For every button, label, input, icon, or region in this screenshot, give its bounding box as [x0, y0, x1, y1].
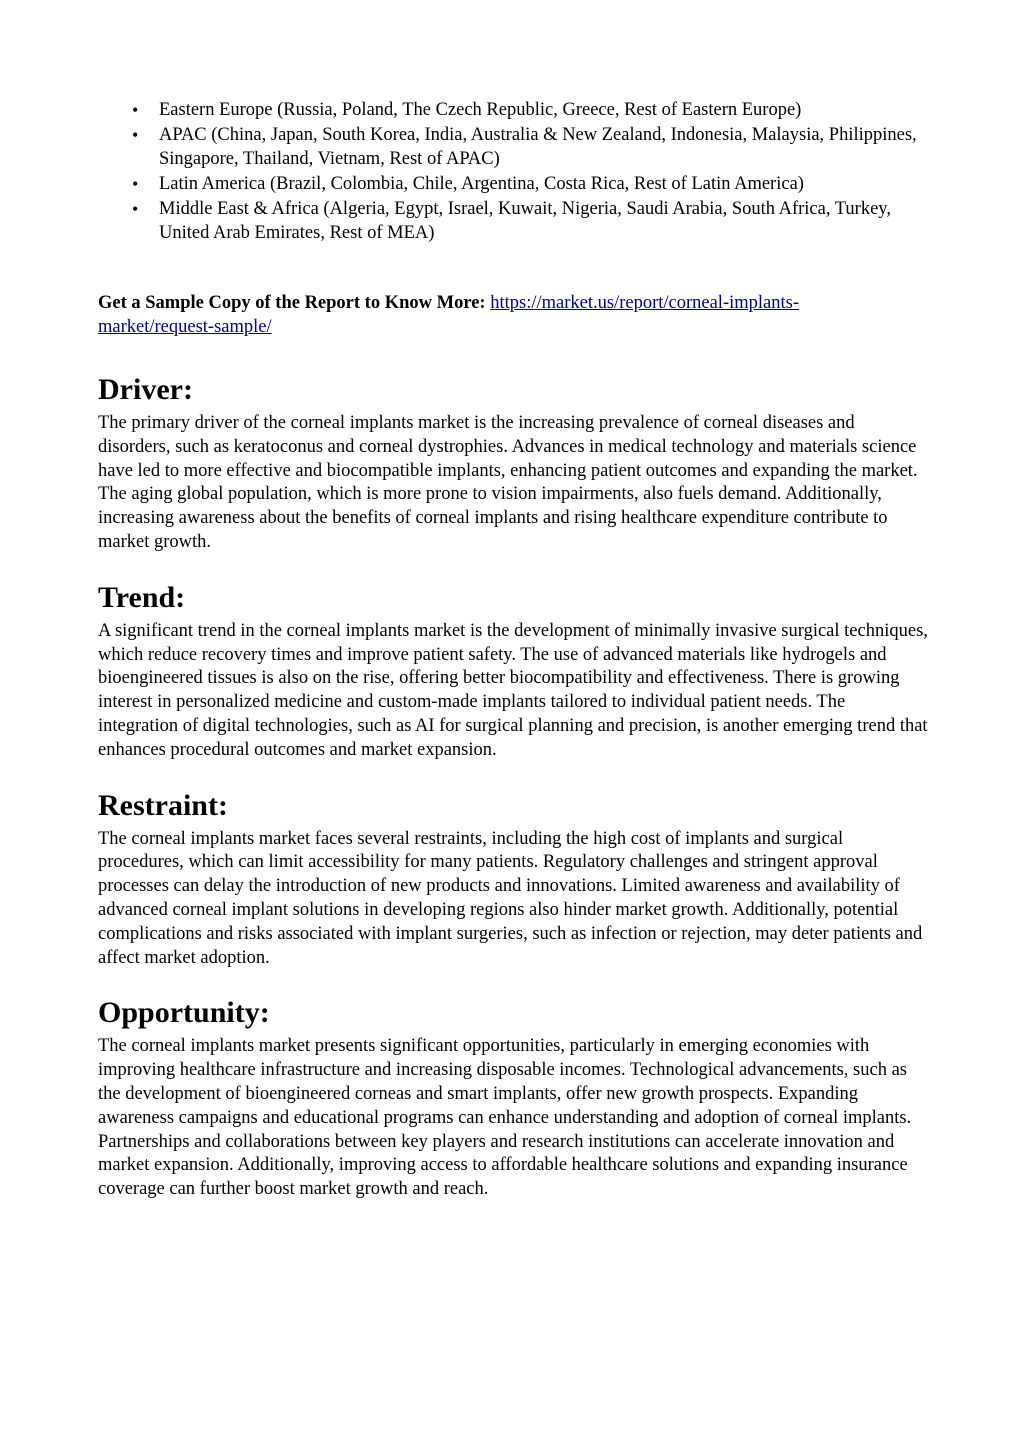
opportunity-body: The corneal implants market presents significant opportunities, particularly in emerging economies with improving healthcare infrastructure and increasing disposable incomes. Technological advancements, such as the development of bioengineered corneas and smart implants, offer new growth prospects. Expanding awareness campaigns and educational programs can enhance understanding and adoption of corneal implants. Partnerships and collaborations between key players and research institutions can accelerate innovation and market expansion. Additionally, improving access to affordable healthcare solutions and expanding insurance coverage can further boost market growth and reach. [98, 1036, 912, 1200]
list-item [98, 98, 928, 122]
list-item-text: APAC (China, Japan, South Korea, India, Australia & New Zealand, Indonesia, Malaysia, Philippines, Singapore, Thailand, Vietnam, Rest of APAC) [159, 125, 917, 169]
sample-request-label: Get a Sample Copy of the Report to Know More: [98, 293, 486, 313]
opportunity-section [98, 996, 928, 1202]
trend-section [98, 581, 928, 763]
bullet-icon: • [132, 174, 139, 194]
restraint-heading: Restraint: [98, 788, 228, 822]
trend-body: A significant trend in the corneal implants market is the development of minimally invasive surgical techniques, which reduce recovery times and improve patient safety. The use of advanced materials like hydrogels and bioengineered tissues is also on the rise, offering better biocompatibility and effectiveness. There is growing interest in personalized medicine and custom-made implants tailored to individual patient needs. The integration of digital technologies, such as AI for surgical planning and precision, is another emerging trend that enhances procedural outcomes and market expansion. [98, 620, 928, 760]
opportunity-heading: Opportunity: [98, 996, 270, 1030]
list-item [98, 172, 928, 196]
restraint-section [98, 789, 928, 971]
list-item-text: Latin America (Brazil, Colombia, Chile, Argentina, Costa Rica, Rest of Latin America) [159, 174, 804, 194]
restraint-body: The corneal implants market faces several restraints, including the high cost of implants and surgical procedures, which can limit accessibility for many patients. Regulatory challenges and stringent approval processes can delay the introduction of new products and innovations. Limited awareness and availability of advanced corneal implant solutions in developing regions also hinder market growth. Additionally, potential complications and risks associated with implant surgeries, such as infection or rejection, may deter patients and affect market adoption. [98, 828, 923, 968]
sample-link-line2: market/request-sample/ [98, 317, 272, 337]
sample-request-paragraph [98, 291, 928, 339]
list-item [98, 123, 928, 171]
bullet-icon: • [132, 125, 139, 145]
trend-heading: Trend: [98, 580, 186, 614]
list-item-text: Eastern Europe (Russia, Poland, The Czech Republic, Greece, Rest of Eastern Europe) [159, 100, 802, 120]
list-item-text: Middle East & Africa (Algeria, Egypt, Israel, Kuwait, Nigeria, Saudi Arabia, South Africa, Turkey, United Arab Emirates, Rest of MEA) [159, 199, 891, 243]
sample-link-line1: https://market.us/report/corneal-implants- [490, 293, 799, 313]
driver-section [98, 373, 928, 555]
document-page [98, 98, 928, 1202]
bullet-icon: • [132, 100, 139, 120]
regions-list [98, 98, 928, 245]
driver-heading: Driver: [98, 373, 193, 406]
bullet-icon: • [132, 199, 139, 219]
driver-body: The primary driver of the corneal implants market is the increasing prevalence of corneal diseases and disorders, such as keratoconus and corneal dystrophies. Advances in medical technology and materials science have led to more effective and biocompatible implants, enhancing patient outcomes and expanding the market. The aging global population, which is more prone to vision impairments, also fuels demand. Additionally, increasing awareness about the benefits of corneal implants and rising healthcare expenditure contribute to market growth. [98, 413, 918, 552]
list-item [98, 197, 928, 245]
